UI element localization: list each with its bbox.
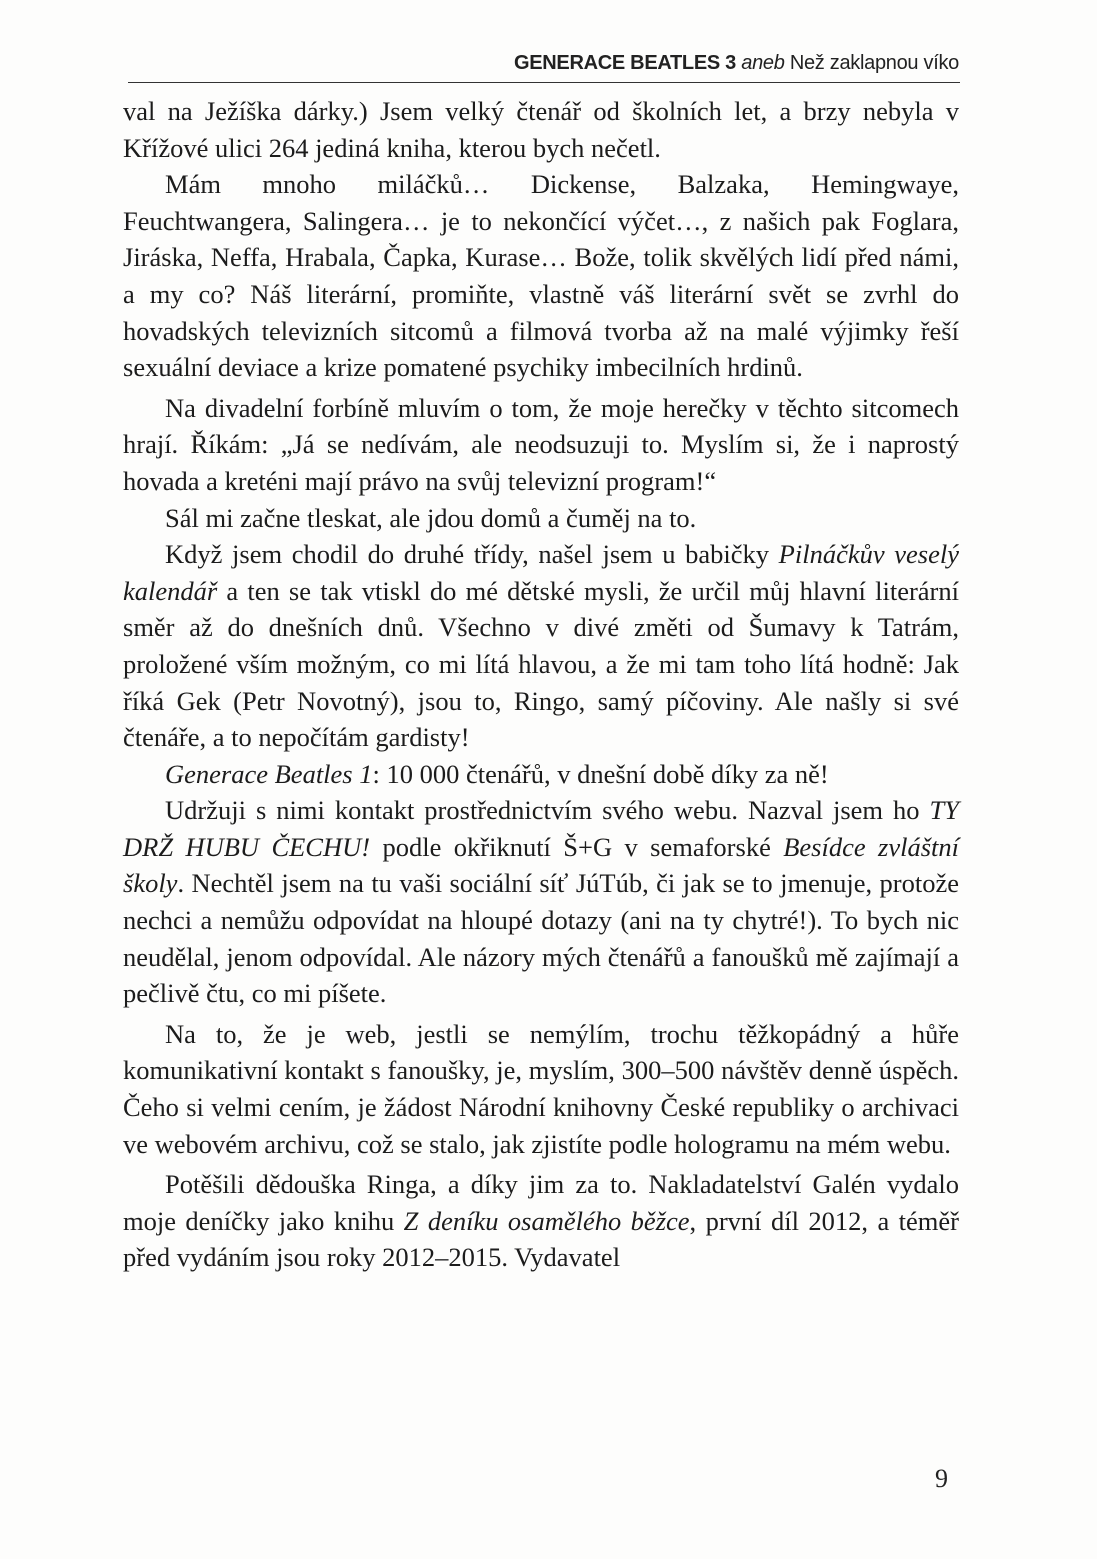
text-run: Když jsem chodil do druhé třídy, našel jsem u babičky <box>165 539 779 570</box>
header-title-italic: aneb <box>741 52 785 74</box>
paragraph <box>123 536 959 756</box>
text-run: Na to, že je web, jestli se nemýlím, trochu těžkopádný a hůře komunikativní kontakt s fanoušky, je, myslím, 300–500 návštěv denně úspěch. Čeho si velmi cením, je žádost Národní knihovny České republiky o archivaci ve webovém archivu, což se stalo, jak zjistíte podle hologramu na mém webu. <box>123 1018 959 1159</box>
paragraph <box>123 1016 959 1162</box>
italic-text: TY DRŽ HUBU ČECHU! <box>123 795 959 862</box>
italic-text: Z deníku osamělého běžce <box>403 1205 690 1236</box>
text-run: a ten se tak vtiskl do mé dětské mysli, že určil můj hlavní literární směr až do dnešních dnů. Všechno v divé změti od Šumavy k Tatrám, proložené vším možným, co mi lítá hlavou, a že mi tam toho lítá hodně: Jak říká Gek (Petr Novotný), jsou to, Ringo, samý píčoviny. Ale našly si své čtenáře, a to nepočítám gardisty! <box>123 575 959 753</box>
paragraph <box>123 1166 959 1276</box>
page-number: 9 <box>935 1464 948 1493</box>
text-run: . Nechtěl jsem na tu vaši sociální síť JúTúb, či jak se to jmenuje, protože nechci a nemůžu odpovídat na hloupé dotazy (ani na ty chytré!). To bych nic neudělal, jenom odpovídal. Ale názory mých čtenářů a fanoušků mě zajímají a pečlivě čtu, co mi píšete. <box>123 868 959 1009</box>
paragraph <box>123 500 959 537</box>
text-run: Potěšili dědouška Ringa, a díky jim za to. Nakladatelství Galén vydalo moje deníčky jako knihu <box>123 1169 959 1236</box>
italic-text: Pilnáčkův veselý kalendář <box>123 539 959 606</box>
text-run: val na Ježíška dárky.) Jsem velký čtenář od školních let, a brzy nebyla v Křížové ulici 264 jediná kniha, kterou bych nečetl. <box>123 96 959 163</box>
text-run: Sál mi začne tleskat, ale jdou domů a čuměj na to. <box>165 502 697 533</box>
text-run: : 10 000 čtenářů, v dnešní době díky za ně! <box>372 758 829 789</box>
text-run: Udržuji s nimi kontakt prostřednictvím svého webu. Nazval jsem ho <box>165 795 930 826</box>
italic-text: Besídce zvláštní školy <box>123 831 960 899</box>
text-run: podle okřiknutí Š+G v semaforské <box>370 831 784 862</box>
paragraph <box>123 756 959 793</box>
header-title-rest: Než zaklapnou víko <box>789 52 959 74</box>
paragraph <box>123 93 959 166</box>
text-run: Mám mnoho miláčků… Dickense, Balzaka, Hemingwaye, Feuchtwangera, Salingera… je to nekončící výčet…, z našich pak Foglara, Jiráska, Neffa, Hrabala, Čapka, Kurase… Bože, tolik skvělých lidí před námi, a my co? Náš literární, promiňte, vlastně váš literární svět se zvrhl do hovadských televizních sitcomů a filmová tvorba až na malé výjimky řeší sexuální deviace a krize pomatené psychiky imbecilních hrdinů. <box>123 169 959 383</box>
text-run: Na divadelní forbíně mluvím o tom, že moje herečky v těchto sitcomech hrají. Říkám: „Já se nedívám, ale neodsuzuji to. Myslím si, že i naprostý hovada a kreténi mají právo na svůj televizní program!“ <box>123 392 959 496</box>
paragraph <box>123 166 959 386</box>
header-title-bold: GENERACE BEATLES 3 <box>513 52 737 74</box>
header-rule <box>128 82 960 83</box>
running-header <box>514 52 959 75</box>
paragraph <box>123 792 959 1012</box>
paragraph <box>123 390 959 500</box>
body-text <box>123 93 959 1276</box>
text-run: , první díl 2012, a téměř před vydáním jsou roky 2012–2015. Vydavatel <box>123 1205 959 1273</box>
italic-text: Generace Beatles 1 <box>165 758 373 789</box>
